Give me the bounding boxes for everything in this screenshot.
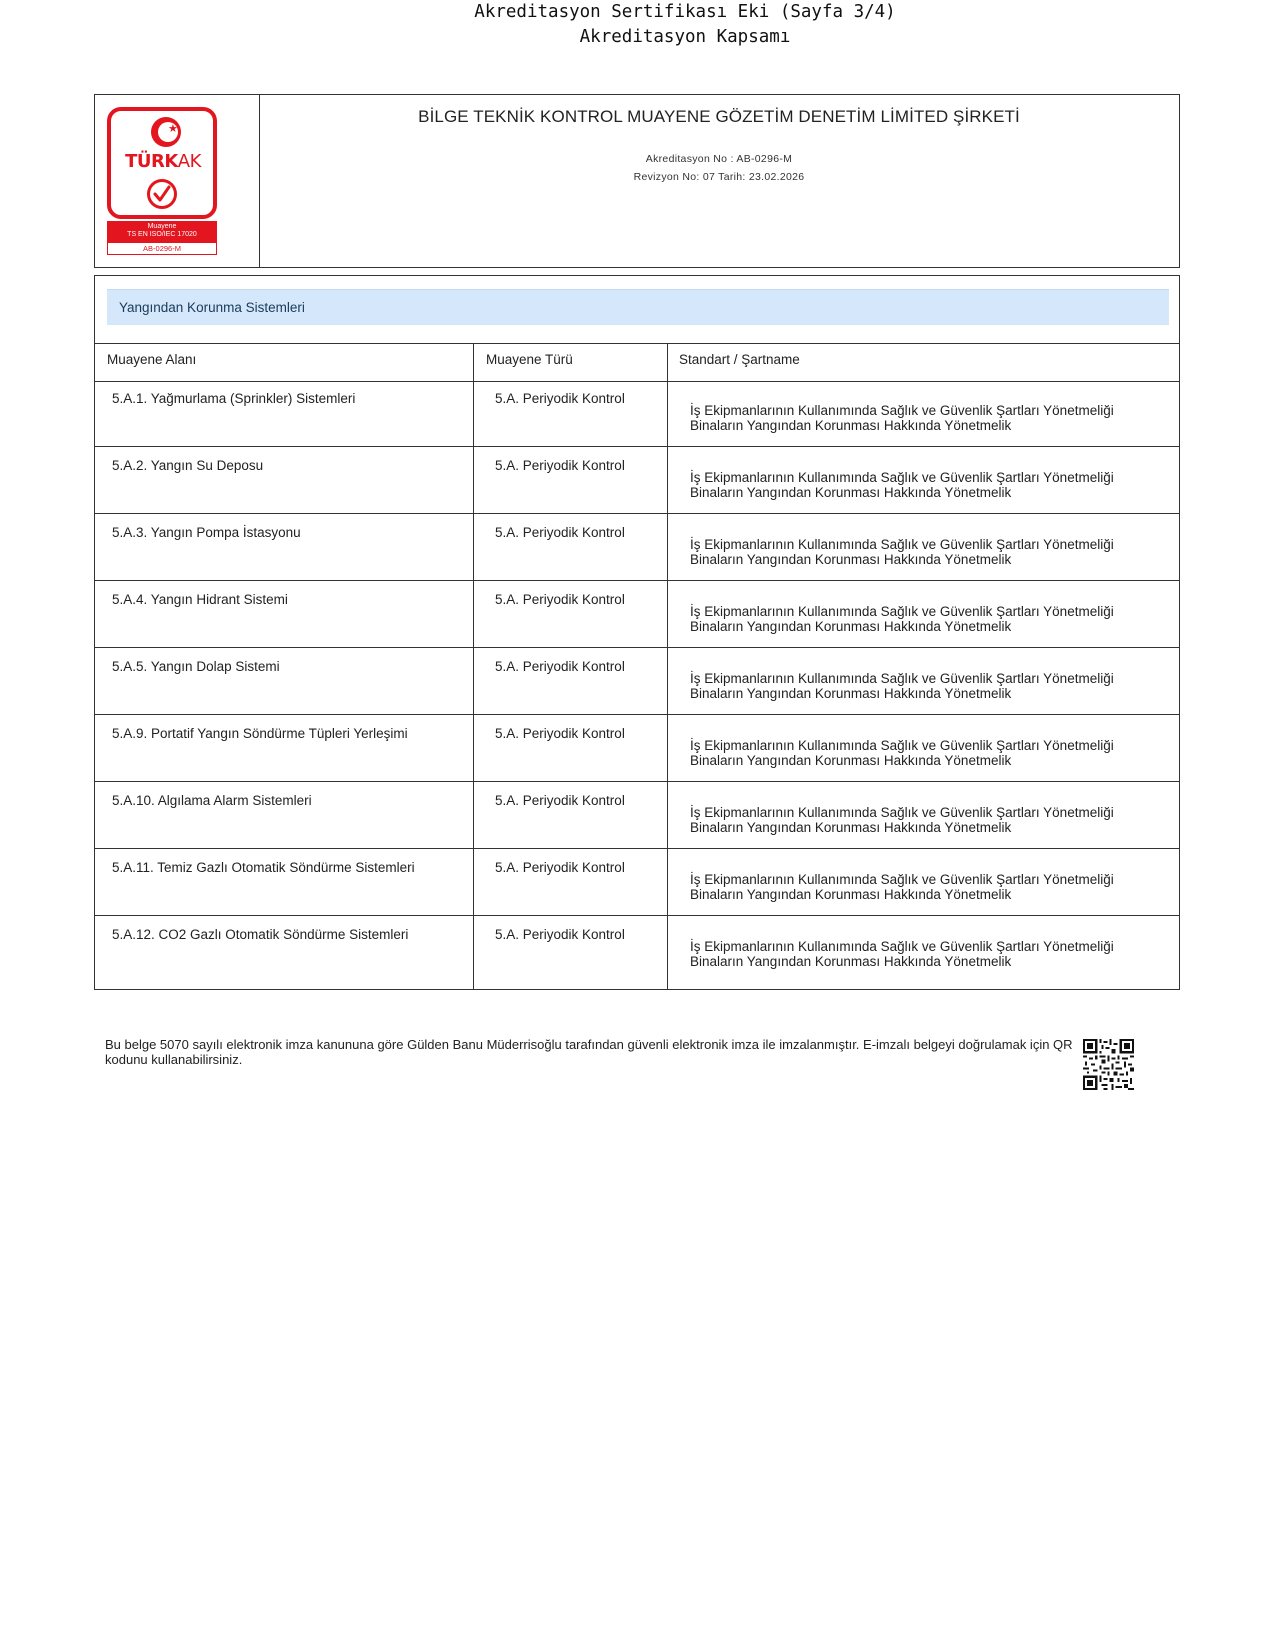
scope-table: [94, 275, 1180, 990]
logo-frame: [107, 107, 217, 219]
cell-area: 5.A.5. Yangın Dolap Sistemi: [112, 659, 280, 674]
cell-area: 5.A.11. Temiz Gazlı Otomatik Söndürme Sistemleri: [112, 860, 415, 875]
table-divider: [95, 647, 1179, 648]
cell-standard: İş Ekipmanlarının Kullanımında Sağlık ve Güvenlik Şartları Yönetmeliği Binaların Yangından Korunması Hakkında Yönetmelik: [690, 604, 1114, 634]
cell-standard: İş Ekipmanlarının Kullanımında Sağlık ve Güvenlik Şartları Yönetmeliği Binaların Yangından Korunması Hakkında Yönetmelik: [690, 738, 1114, 768]
cell-type: 5.A. Periyodik Kontrol: [495, 592, 625, 607]
column-divider: [667, 343, 668, 989]
cell-area: 5.A.12. CO2 Gazlı Otomatik Söndürme Sistemleri: [112, 927, 409, 942]
section-title: Yangından Korunma Sistemleri: [119, 300, 305, 315]
cell-type: 5.A. Periyodik Kontrol: [495, 726, 625, 741]
cell-area: 5.A.9. Portatif Yangın Söndürme Tüpleri Yerleşimi: [112, 726, 408, 741]
checkmark-icon: [147, 179, 177, 209]
table-divider: [95, 343, 1179, 344]
cell-standard: İş Ekipmanlarının Kullanımında Sağlık ve Güvenlik Şartları Yönetmeliği Binaların Yangından Korunması Hakkında Yönetmelik: [690, 470, 1114, 500]
table-divider: [95, 513, 1179, 514]
cell-standard: İş Ekipmanlarının Kullanımında Sağlık ve Güvenlik Şartları Yönetmeliği Binaların Yangından Korunması Hakkında Yönetmelik: [690, 805, 1114, 835]
company-name: BİLGE TEKNİK KONTROL MUAYENE GÖZETİM DENETİM LİMİTED ŞİRKETİ: [418, 107, 1020, 126]
cell-type: 5.A. Periyodik Kontrol: [495, 391, 625, 406]
table-divider: [95, 381, 1179, 382]
cell-standard: İş Ekipmanlarının Kullanımında Sağlık ve Güvenlik Şartları Yönetmeliği Binaların Yangından Korunması Hakkında Yönetmelik: [690, 939, 1114, 969]
cell-standard: İş Ekipmanlarının Kullanımında Sağlık ve Güvenlik Şartları Yönetmeliği Binaların Yangından Korunması Hakkında Yönetmelik: [690, 872, 1114, 902]
cell-type: 5.A. Periyodik Kontrol: [495, 525, 625, 540]
cell-type: 5.A. Periyodik Kontrol: [495, 458, 625, 473]
table-divider: [95, 714, 1179, 715]
page-title: [0, 0, 1275, 50]
cell-area: 5.A.3. Yangın Pompa İstasyonu: [112, 525, 301, 540]
logo-cell: [95, 95, 260, 267]
table-divider: [95, 580, 1179, 581]
header-box: [94, 94, 1180, 268]
qr-code-icon[interactable]: [1083, 1039, 1134, 1090]
cell-standard: İş Ekipmanlarının Kullanımında Sağlık ve Güvenlik Şartları Yönetmeliği Binaların Yangından Korunması Hakkında Yönetmelik: [690, 671, 1114, 701]
page-title-line1: Akreditasyon Sertifikası Eki (Sayfa 3/4): [474, 2, 896, 22]
logo-code: AB-0296-M: [107, 242, 217, 255]
turkak-logo: [107, 107, 217, 257]
cell-standard: İş Ekipmanlarının Kullanımında Sağlık ve Güvenlik Şartları Yönetmeliği Binaların Yangından Korunması Hakkında Yönetmelik: [690, 403, 1114, 433]
revision-info: Revizyon No: 07 Tarih: 23.02.2026: [633, 171, 805, 183]
cell-area: 5.A.10. Algılama Alarm Sistemleri: [112, 793, 312, 808]
table-divider: [95, 781, 1179, 782]
cell-area: 5.A.4. Yangın Hidrant Sistemi: [112, 592, 288, 607]
column-header-standard: Standart / Şartname: [679, 352, 800, 367]
page-title-line2: Akreditasyon Kapsamı: [579, 27, 791, 47]
column-header-area: Muayene Alanı: [107, 352, 197, 367]
cell-standard: İş Ekipmanlarının Kullanımında Sağlık ve Güvenlik Şartları Yönetmeliği Binaların Yangından Korunması Hakkında Yönetmelik: [690, 537, 1114, 567]
e-signature-note: Bu belge 5070 sayılı elektronik imza kanununa göre Gülden Banu Müderrisoğlu tarafından güvenli elektronik imza ile imzalanmıştır. E-imzalı belgeyi doğrulamak için QR kodunu kullanabilirsiniz.: [105, 1037, 1073, 1067]
cell-type: 5.A. Periyodik Kontrol: [495, 793, 625, 808]
cell-type: 5.A. Periyodik Kontrol: [495, 659, 625, 674]
accreditation-number: Akreditasyon No : AB-0296-M: [645, 153, 793, 165]
table-divider: [95, 446, 1179, 447]
table-divider: [95, 915, 1179, 916]
cell-area: 5.A.1. Yağmurlama (Sprinkler) Sistemleri: [112, 391, 356, 406]
cell-area: 5.A.2. Yangın Su Deposu: [112, 458, 264, 473]
column-divider: [473, 343, 474, 989]
crescent-star-icon: ★: [151, 117, 181, 147]
cell-type: 5.A. Periyodik Kontrol: [495, 860, 625, 875]
table-divider: [95, 848, 1179, 849]
logo-band: Muayene TS EN ISO/IEC 17020: [107, 221, 217, 242]
cell-type: 5.A. Periyodik Kontrol: [495, 927, 625, 942]
logo-brand: TÜRKAK: [125, 151, 201, 172]
column-header-type: Muayene Türü: [486, 352, 573, 367]
section-header: [107, 289, 1169, 325]
